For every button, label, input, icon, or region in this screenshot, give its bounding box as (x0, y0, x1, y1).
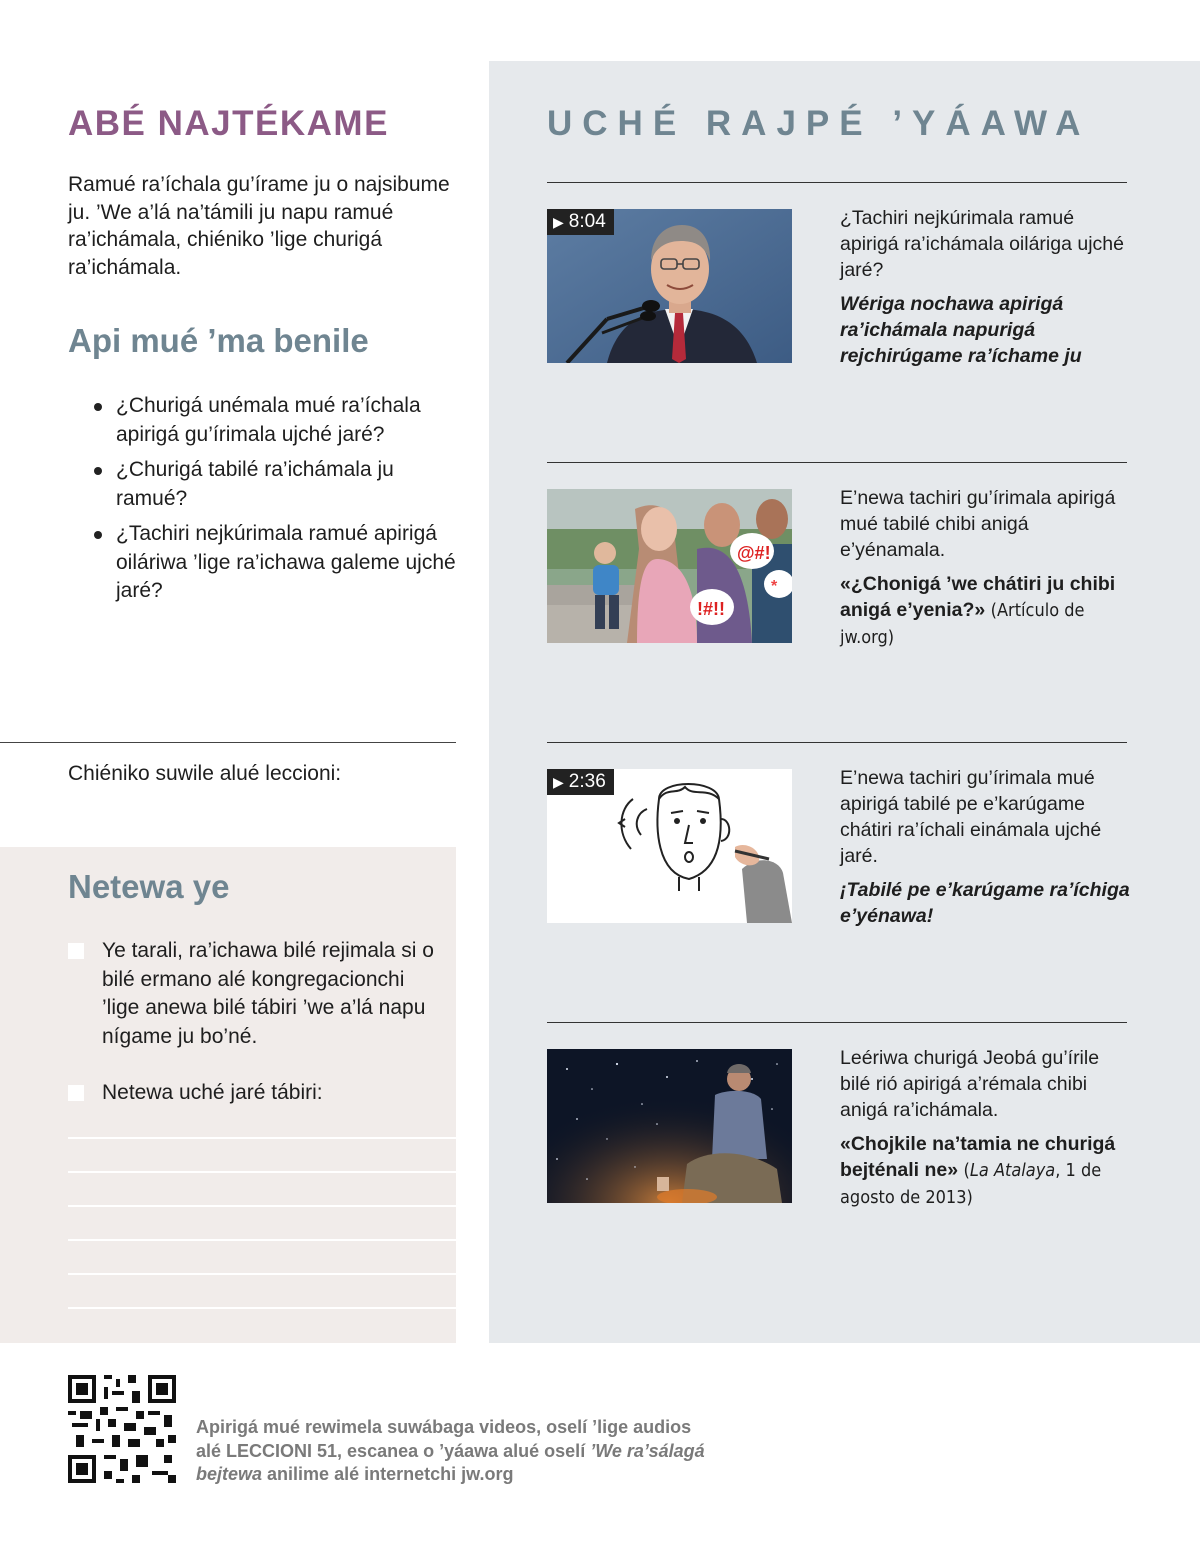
homework-item (68, 1079, 438, 1108)
footer-note (196, 1416, 716, 1487)
explore-title: UCHÉ RAJPÉ ’YÁAWA (547, 104, 1091, 143)
writing-line[interactable] (68, 1137, 456, 1139)
svg-text:*: * (771, 578, 778, 595)
speaker-at-microphone-image[interactable] (547, 209, 792, 363)
item-description: E’newa tachiri gu’írimala apirigá mué tabilé chibi anigá e’yénamala. (840, 487, 1116, 561)
writing-line[interactable] (68, 1171, 456, 1173)
video-duration-badge (547, 209, 614, 235)
explore-item-4 (840, 1045, 1132, 1211)
article-source: (Artículo de jw.org) (840, 600, 1085, 648)
question-list (92, 392, 462, 613)
writing-line[interactable] (68, 1239, 456, 1241)
writing-line[interactable] (68, 1205, 456, 1207)
publication-title: ’We ra’sálagá bejtewa (196, 1440, 705, 1484)
video-duration-badge (547, 769, 614, 795)
divider (547, 1022, 1127, 1023)
footer-text-part: Apirigá mué rewimela suwábaga videos, oselí ’lige audios alé LECCIONI 51, escanea o ’yáawa alué oselí (196, 1417, 692, 1461)
divider (547, 462, 1127, 463)
explore-item-2 (840, 485, 1132, 651)
article-title[interactable]: «Chojkile na’tamia ne churigá bejténali ne» (840, 1133, 1116, 1181)
man-under-night-sky-image[interactable] (547, 1049, 792, 1203)
teens-gossiping-image[interactable] (547, 489, 792, 643)
divider (0, 742, 456, 743)
play-icon: ▶ (553, 214, 564, 230)
homework-item (68, 937, 438, 1051)
divider (547, 742, 1127, 743)
duration-label: 2:36 (568, 771, 606, 792)
checkbox-icon[interactable] (68, 1085, 84, 1101)
footer-text-part: anilime alé internetchi jw.org (267, 1464, 514, 1484)
item-link[interactable] (840, 571, 1132, 651)
whiteboard-drawing-image[interactable] (547, 769, 792, 923)
item-description: E’newa tachiri gu’írimala mué apirigá tabilé pe e’karúgame chátiri ra’íchali einámala ujché jaré. (840, 767, 1102, 867)
item-description: Leériwa churigá Jeobá gu’írile bilé rió apirigá a’rémala chibi anigá ra’ichámala. (840, 1047, 1100, 1121)
homework-item-text: Netewa uché jaré tábiri: (102, 1081, 323, 1104)
question-item: ¿Churigá tabilé ra’ichámala ju ramué? (92, 456, 462, 513)
explore-item-3 (840, 765, 1132, 929)
article-source: (La Atalaya, 1 de agosto de 2013) (840, 1160, 1102, 1208)
homework-item-text: Ye tarali, ra’ichawa bilé rejimala si o bilé ermano alé kongregacionchi ’lige anewa bilé tábiri ’we a’lá napu nígame ju bo’né. (102, 939, 434, 1048)
duration-label: 8:04 (568, 211, 606, 232)
question-item: ¿Tachiri nejkúrimala ramué apirigá oiláriwa ’lige ra’ichawa galeme ujché jaré? (92, 520, 462, 606)
lesson-title: ABÉ NAJTÉKAME (68, 104, 389, 143)
writing-line[interactable] (68, 1307, 456, 1309)
svg-text:@#!: @#! (737, 543, 771, 563)
question-item: ¿Churigá unémala mué ra’íchala apirigá gu’írimala ujché jaré? (92, 392, 462, 449)
review-label: Chiéniko suwile alué leccioni: (68, 762, 342, 785)
svg-text:!#!!: !#!! (697, 599, 725, 619)
item-link[interactable]: ¡Tabilé pe e’karúgame ra’íchiga e’yénawa! (840, 879, 1130, 927)
item-description: ¿Tachiri nejkúrimala ramué apirigá ra’ichámala oiláriga ujché jaré? (840, 207, 1124, 281)
intro-paragraph: Ramué ra’íchala gu’írame ju o najsibume ju. ’We a’lá na’támili ju napu ramué ra’ichámala, chiéniko ’lige churigá ra’ichámala. (68, 173, 450, 279)
explore-item-1 (840, 205, 1132, 369)
item-link[interactable] (840, 1131, 1132, 1211)
play-icon: ▶ (553, 774, 564, 790)
homework-title: Netewa ye (68, 868, 230, 905)
writing-line[interactable] (68, 1273, 456, 1275)
item-link[interactable]: Wériga nochawa apirigá ra’ichámala napurigá rejchirúgame ra’íchame ju (840, 293, 1082, 367)
article-title[interactable]: «¿Chonigá ’we chátiri ju chibi anigá e’yenia?» (840, 573, 1116, 621)
divider (547, 182, 1127, 183)
checkbox-icon[interactable] (68, 943, 84, 959)
questions-heading: Api mué ’ma benile (68, 322, 369, 359)
qr-code-icon[interactable] (68, 1375, 176, 1483)
